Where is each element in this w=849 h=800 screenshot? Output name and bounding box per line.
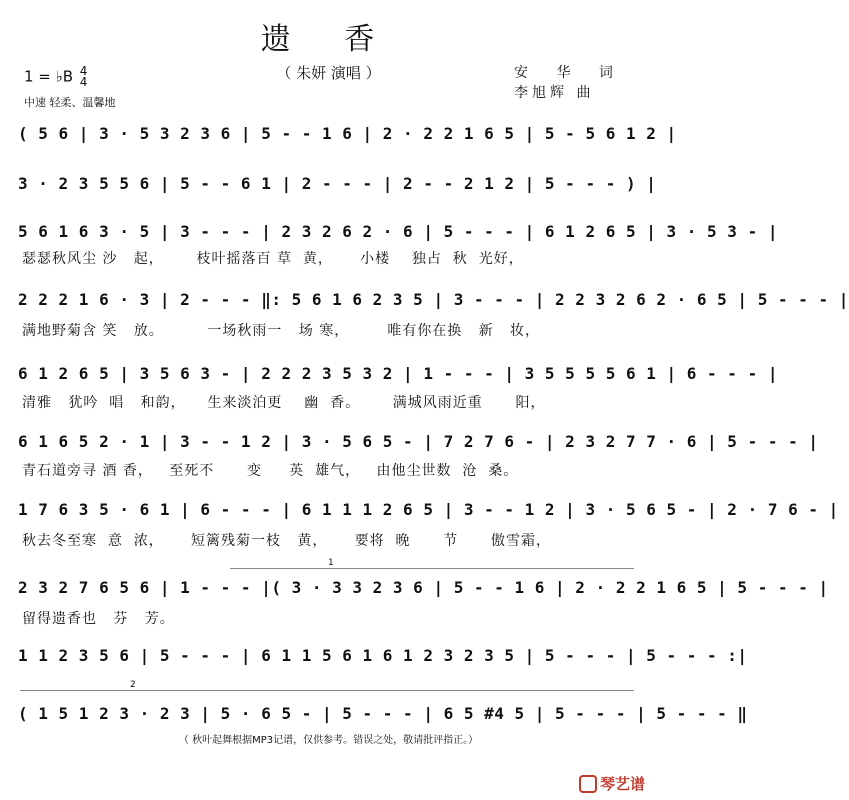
notation-line: 1 1 2 3 5 6 | 5 - - - | 6 1 1 5 6 1 6 1 2 3 2 3 5 | 5 - - - | 5 - - - :| [18, 646, 748, 665]
lyric-line: 满地野菊含 笑 放。 一场秋雨一 场 寒， 唯有你在换 新 妆， [22, 323, 541, 339]
time-signature [80, 66, 88, 88]
notation-line: ( 5 6 | 3 · 5 3 2 3 6 | 5 - - 1 6 | 2 · 2 2 1 6 5 | 5 - 5 6 1 2 | [18, 124, 677, 143]
time-signature-bottom: 4 [79, 75, 88, 89]
notation-line: 6 1 2 6 5 | 3 5 6 3 - | 2 2 2 3 5 3 2 | 1 - - - | 3 5 5 5 5 6 1 | 6 - - - | [18, 364, 778, 383]
key-text: 1 = ♭B [24, 67, 74, 86]
song-title: 遗 香 [260, 22, 397, 57]
notation-line: 2 3 2 7 6 5 6 | 1 - - - |( 3 · 3 3 2 3 6 | 5 - - 1 6 | 2 · 2 2 1 6 5 | 5 - - - | [18, 578, 829, 597]
notation-line: 3 · 2 3 5 5 6 | 5 - - 6 1 | 2 - - - | 2 - - 2 1 2 | 5 - - - ) | [18, 174, 657, 193]
lyricist-credit: 安 华 词 [514, 65, 625, 81]
logo-icon [579, 775, 597, 793]
tempo-marking: 中速 轻柔、温馨地 [24, 96, 116, 109]
composer-credit: 李旭辉 曲 [514, 85, 595, 101]
lyric-line: 留得遗香也 芬 芳。 [22, 611, 175, 627]
logo-text: 琴艺谱 [599, 775, 645, 793]
lyric-line: 清雅 犹吟 唱 和韵， 生来淡泊更 幽 香。 满城风雨近重 阳， [22, 395, 546, 411]
singer-credit: （ 朱妍 演唱 ） [276, 64, 381, 82]
ending-number-2: 2 [130, 680, 136, 690]
notation-line: 5 6 1 6 3 · 5 | 3 - - - | 2 3 2 6 2 · 6 | 5 - - - | 6 1 2 6 5 | 3 · 5 3 - | [18, 222, 778, 241]
time-signature-top: 4 [79, 64, 88, 78]
notation-line: 1 7 6 3 5 · 6 1 | 6 - - - | 6 1 1 1 2 6 5 | 3 - - 1 2 | 3 · 5 6 5 - | 2 · 7 6 - | [18, 500, 839, 519]
lyric-line: 瑟瑟秋风尘 沙 起， 枝叶摇落百 草 黄， 小楼 独占 秋 光好， [22, 251, 524, 267]
ending-bracket-1 [230, 568, 634, 569]
ending-bracket-2 [20, 690, 634, 691]
key-signature [24, 66, 87, 88]
notation-line: ( 1 5 1 2 3 · 2 3 | 5 · 6 5 - | 5 - - - | 6 5 #4 5 | 5 - - - | 5 - - - ‖ [18, 704, 748, 723]
lyric-line: 秋去冬至寒 意 浓， 短篱残菊一枝 黄， 要将 晚 节 傲雪霜， [22, 533, 551, 549]
notation-line: 2 2 2 1 6 · 3 | 2 - - - ‖: 5 6 1 6 2 3 5 | 3 - - - | 2 2 3 2 6 2 · 6 5 | 5 - - - | [18, 290, 849, 309]
lyric-line: 青石道旁寻 酒 香， 至死不 变 英 雄气， 由他尘世数 沧 桑。 [22, 463, 519, 479]
site-logo [579, 773, 645, 794]
notation-line: 6 1 6 5 2 · 1 | 3 - - 1 2 | 3 · 5 6 5 - | 7 2 7 6 - | 2 3 2 7 7 · 6 | 5 - - - | [18, 432, 819, 451]
ending-number-1: 1 [328, 558, 334, 568]
footer-note: （ 秋叶起舞根据MP3记谱，仅供参考。错误之处，敬请批评指正。） [178, 735, 479, 746]
